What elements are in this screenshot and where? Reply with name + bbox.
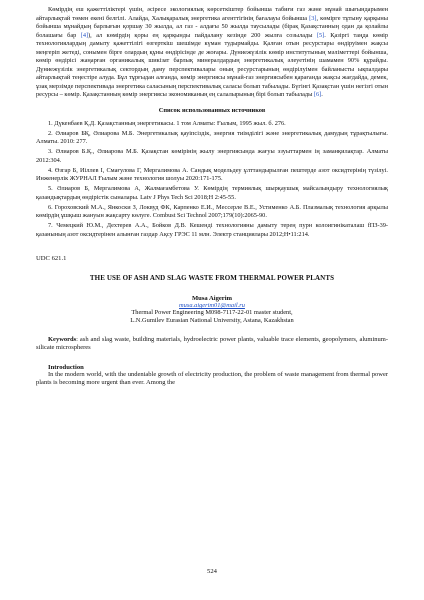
udc-code: UDC 621.1 bbox=[36, 255, 67, 262]
introduction-paragraph: In the modern world, with the undeniable growth of electricity production, the problem of waste management from thermal power plants is becoming more urgent than ever. Among the bbox=[36, 370, 388, 387]
citation-4[interactable]: [4] bbox=[80, 31, 89, 39]
reference-item: 2. Әлиаров БҚ, Әлиарова М.Б. Энергетикалық қауіпсіздік, энергия тиімділігі және энергетикалық дамудың тұрақтылығы. Алматы. 2010: 277. bbox=[36, 129, 388, 145]
citation-5[interactable]: [5] bbox=[316, 31, 325, 39]
reference-item: 4. Өзгар Б, Иіллев I, Смағулова Г, Мергалимова А. Сандық модельдеу ұлттандырылған пештерде азот оксидтерінің түзілуі. Инженерлік ЖУРНАЛ Ғылым және технология шолуы 2020:171-175. bbox=[36, 166, 388, 182]
paper-title: THE USE OF ASH AND SLAG WASTE FROM THERMAL POWER PLANTS bbox=[89, 274, 335, 282]
references-heading: Список использованных источников bbox=[158, 106, 266, 114]
paper-page bbox=[36, 6, 388, 388]
reference-item: 5. Әлиаров Б, Мергалимова А, Жалмағамбетова У. Көмірдің термиялық шырқаушық майсалындыру технологиялық қазандықтардың өндірістік сыналары. Latv J Phys Tech Sci 2018;Н 2:45-55. bbox=[36, 185, 388, 201]
reference-item: 1. Дүкенбаев Қ.Д. Қазақстанның энергетикасы. 1 том Алматы: Ғылым, 1995 жыл. б. 276. bbox=[48, 119, 286, 127]
citation-6[interactable]: [6] bbox=[313, 91, 322, 98]
author-email-link[interactable]: musa.aigerim01@mail.ru bbox=[179, 302, 245, 309]
keywords-paragraph bbox=[36, 336, 388, 353]
keywords-text: : ash and slag waste, building materials, hydroelectric power plants, valuable trace elements, geopolymers, aluminum-silicate microspheres bbox=[36, 335, 388, 352]
introduction-heading: Introduction bbox=[48, 363, 84, 371]
reference-item: 6. Гороховский М.А., Янкоски З, Локвуд ФК, Карпенко Е.И., Мессерле В.Е., Устименко А.Б. Плазмалық технология арқылы көмірдің ұшқыш жануын жақсарту көлуге. Combust Sci Technol 2007;179(10):2065-90. bbox=[36, 203, 388, 219]
affiliation-line: Thermal Power Engineering M098-7117-22-01 master student, bbox=[131, 309, 293, 316]
affiliation-line: L.N.Gumilev Eurasian National University, Astana, Kazakhstan bbox=[130, 317, 294, 325]
reference-item: 7. Чемецкий Ю.М., Дехтерев А.А., Бойков Д.В. Кешенді технологияны дамыту терең пурн колоигинікаталаш fПЗ-39- қазанының азот оксидтерінен алынған газдар Ақсу ГРЭС 11 млн. Электр станциялары 2012;Н•11:214. bbox=[36, 222, 388, 238]
body-paragraph: Көмірдің еш қажеттіліктері үшін, әсіресе экологиялық көрсеткіштер бойынша табиғи газ және мұнай шығындарымен айтарлықтай төмен екені белгілі. Алайда, Халықаралық энергетика агенттігінің бағалауы бойынша [3], көмірге тұтыну қарқыны бойынша мұнайдың барлығын қоршау 30 жылда, ал газ - алдағы 50 жылда таусылады (бірақ Қазақстанның одан да қолайлы болашағы бар [4]), ал көмірдің қоры ең қарқынды пайдалану кезінде 200 жылға созылады [5]. Қазіргі таңда көмір технологиялардың дамыту қажеттілігі өзгерткіш шешімде күман тудырмайды. Қалған отын ресурстары өндіруімен жақсы меңгеріп жетеді, сонымен бірге олардың құны өндірісінде де жоғары. Дүниежүзілік көмір институтының мәліметтері бойынша, көмір өндірісі жаңарған органикалық шикізат барлық минералдардың энергетикалық әлеуетінің шамамен 90% құрайды. Дүниежүзілік энергетикалық сектордың даму перспективалары оның ресурстарының өндірілуімен байланысты ықпалдары айтарлықтай теңестіре алуда. Бұл тұрғыдан алғанда, көмір энергиясы мұнай-газ энергиясыбен қарағанда жақсы жағдайда, демек, ұзақ мерзімде перспективада энергетика саласының перспективалық саласы болып табылады. Бүгінгі Қазақстан үшін негізгі отын ресурсы – көмір. Қазақстанның көмір энергиясы экономиканың ең салалырының бірі болып табылады [6]. bbox=[36, 6, 389, 98]
reference-item: 3. Әлиаров Б.Қ., Әлиарова М.Б. Қазақстан көмірінің жылу энергиясында жағуы эзуыттармен ің заманқилақтар. Алматы 2012:304. bbox=[36, 148, 388, 164]
page-number: 524 bbox=[207, 568, 217, 575]
citation-3[interactable]: [3] bbox=[309, 14, 317, 22]
author-name: Musa Aigerim bbox=[191, 295, 233, 302]
keywords-label: Keywords bbox=[48, 335, 77, 343]
references-list bbox=[36, 120, 388, 240]
